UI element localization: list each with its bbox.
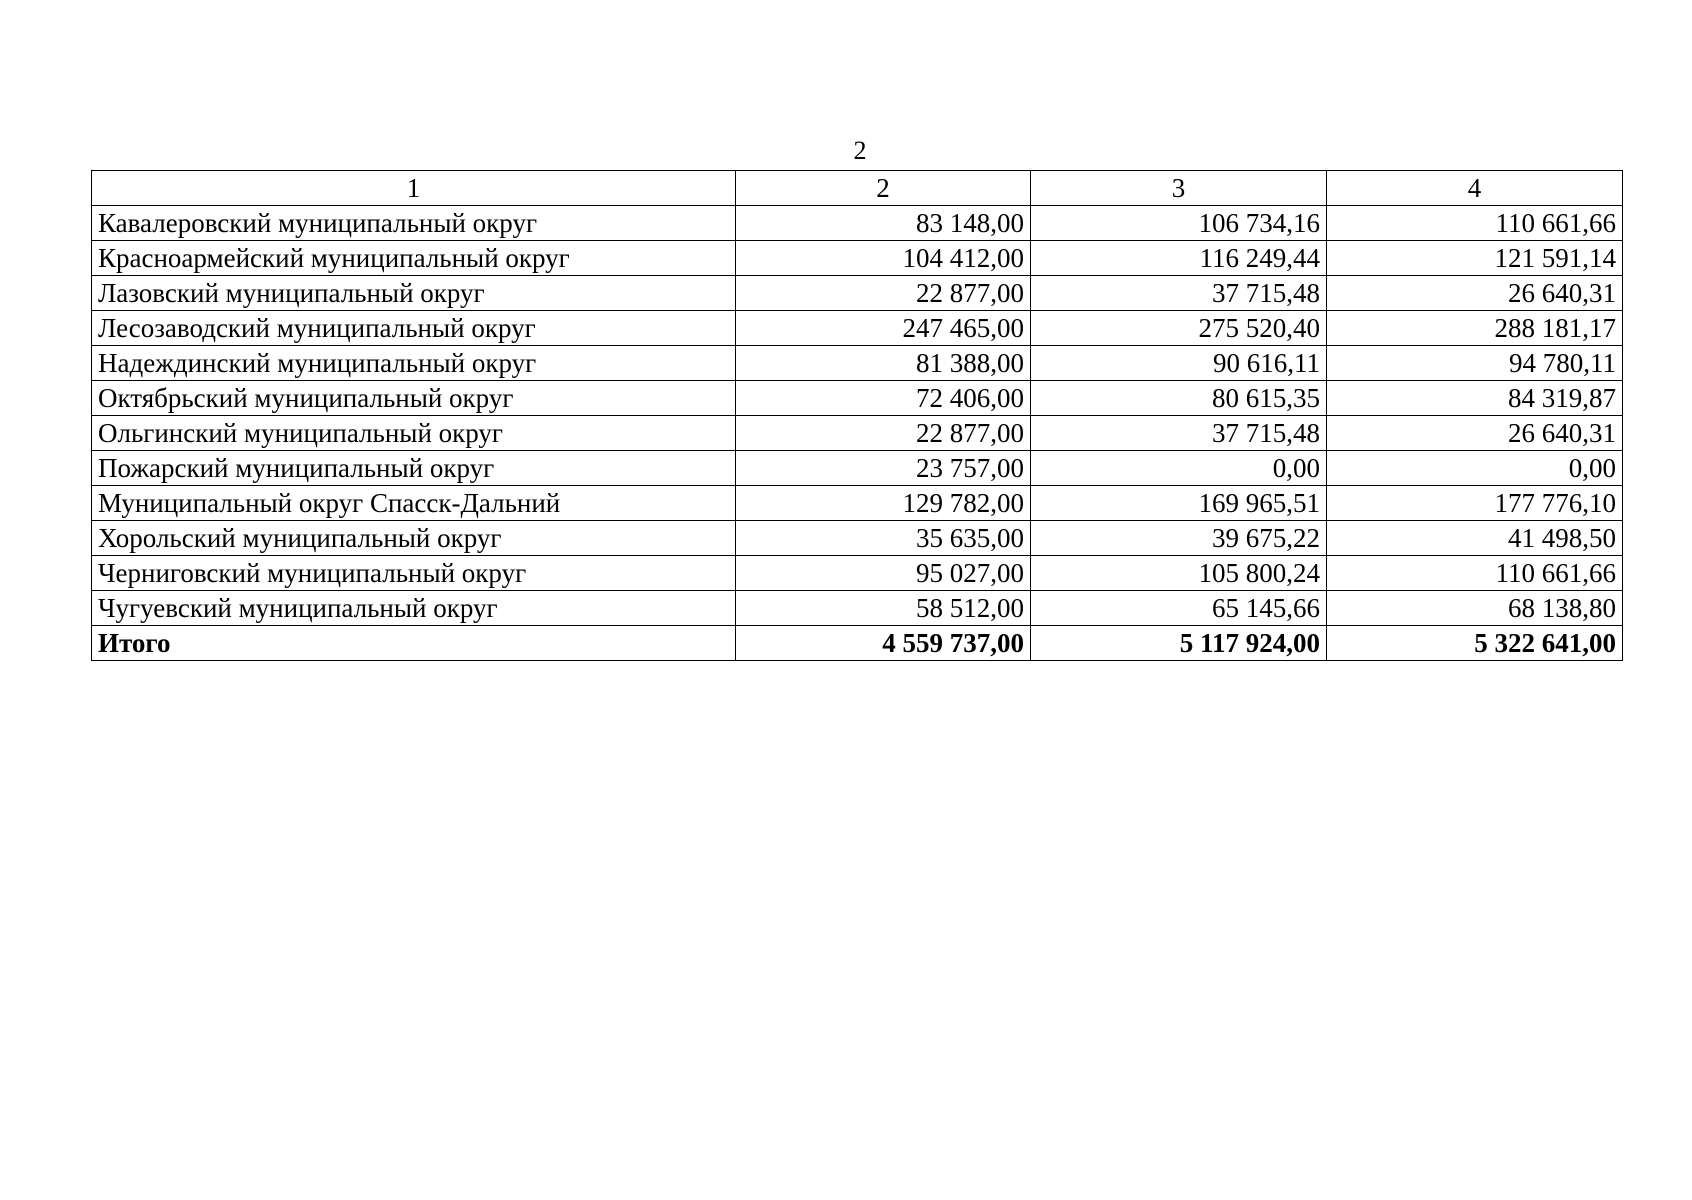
- table-row: [92, 451, 1623, 486]
- value-col-2: 95 027,00: [736, 556, 1031, 591]
- value-col-4: 288 181,17: [1327, 311, 1623, 346]
- table-row: [92, 311, 1623, 346]
- value-col-2: 83 148,00: [736, 206, 1031, 241]
- value-col-2: 247 465,00: [736, 311, 1031, 346]
- value-col-4: 26 640,31: [1327, 276, 1623, 311]
- table-row: [92, 346, 1623, 381]
- value-col-3: 106 734,16: [1031, 206, 1327, 241]
- value-col-3: 275 520,40: [1031, 311, 1327, 346]
- value-col-4: 68 138,80: [1327, 591, 1623, 626]
- column-header-2: 2: [736, 171, 1031, 206]
- value-col-4: 94 780,11: [1327, 346, 1623, 381]
- value-col-2: 72 406,00: [736, 381, 1031, 416]
- value-col-2: 129 782,00: [736, 486, 1031, 521]
- value-col-4: 177 776,10: [1327, 486, 1623, 521]
- value-col-3: 37 715,48: [1031, 416, 1327, 451]
- table-row: [92, 591, 1623, 626]
- value-col-3: 65 145,66: [1031, 591, 1327, 626]
- value-col-4: 26 640,31: [1327, 416, 1623, 451]
- value-col-3: 39 675,22: [1031, 521, 1327, 556]
- value-col-2: 35 635,00: [736, 521, 1031, 556]
- value-col-4: 41 498,50: [1327, 521, 1623, 556]
- value-col-3: 0,00: [1031, 451, 1327, 486]
- value-col-3: 116 249,44: [1031, 241, 1327, 276]
- district-name: Лазовский муниципальный округ: [92, 276, 736, 311]
- district-name: Ольгинский муниципальный округ: [92, 416, 736, 451]
- value-col-4: 84 319,87: [1327, 381, 1623, 416]
- value-col-2: 22 877,00: [736, 416, 1031, 451]
- table-row: [92, 486, 1623, 521]
- district-name: Муниципальный округ Спасск-Дальний: [92, 486, 736, 521]
- value-col-3: 80 615,35: [1031, 381, 1327, 416]
- value-col-3: 37 715,48: [1031, 276, 1327, 311]
- page-number: 2: [853, 136, 867, 165]
- column-header-4: 4: [1327, 171, 1623, 206]
- district-name: Лесозаводский муниципальный округ: [92, 311, 736, 346]
- table-row: [92, 521, 1623, 556]
- table-header-row: [92, 171, 1623, 206]
- district-name: Красноармейский муниципальный округ: [92, 241, 736, 276]
- district-name: Кавалеровский муниципальный округ: [92, 206, 736, 241]
- value-col-4: 0,00: [1327, 451, 1623, 486]
- column-header-1: 1: [92, 171, 736, 206]
- table-row: [92, 556, 1623, 591]
- value-col-2: 104 412,00: [736, 241, 1031, 276]
- value-col-2: 58 512,00: [736, 591, 1031, 626]
- value-col-4: 110 661,66: [1327, 556, 1623, 591]
- value-col-2: 81 388,00: [736, 346, 1031, 381]
- table-row: [92, 381, 1623, 416]
- district-name: Надеждинский муниципальный округ: [92, 346, 736, 381]
- total-col-3: 5 117 924,00: [1031, 626, 1327, 661]
- total-col-2: 4 559 737,00: [736, 626, 1031, 661]
- table-total-row: [92, 626, 1623, 661]
- data-table: [91, 170, 1623, 661]
- district-name: Пожарский муниципальный округ: [92, 451, 736, 486]
- table-row: [92, 276, 1623, 311]
- column-header-3: 3: [1031, 171, 1327, 206]
- district-name: Октябрьский муниципальный округ: [92, 381, 736, 416]
- value-col-4: 121 591,14: [1327, 241, 1623, 276]
- table-row: [92, 206, 1623, 241]
- table-row: [92, 416, 1623, 451]
- district-name: Чугуевский муниципальный округ: [92, 591, 736, 626]
- table-row: [92, 241, 1623, 276]
- district-name: Черниговский муниципальный округ: [92, 556, 736, 591]
- value-col-3: 105 800,24: [1031, 556, 1327, 591]
- total-col-4: 5 322 641,00: [1327, 626, 1623, 661]
- value-col-4: 110 661,66: [1327, 206, 1623, 241]
- value-col-2: 22 877,00: [736, 276, 1031, 311]
- district-name: Хорольский муниципальный округ: [92, 521, 736, 556]
- total-label: Итого: [92, 626, 736, 661]
- value-col-3: 90 616,11: [1031, 346, 1327, 381]
- value-col-3: 169 965,51: [1031, 486, 1327, 521]
- value-col-2: 23 757,00: [736, 451, 1031, 486]
